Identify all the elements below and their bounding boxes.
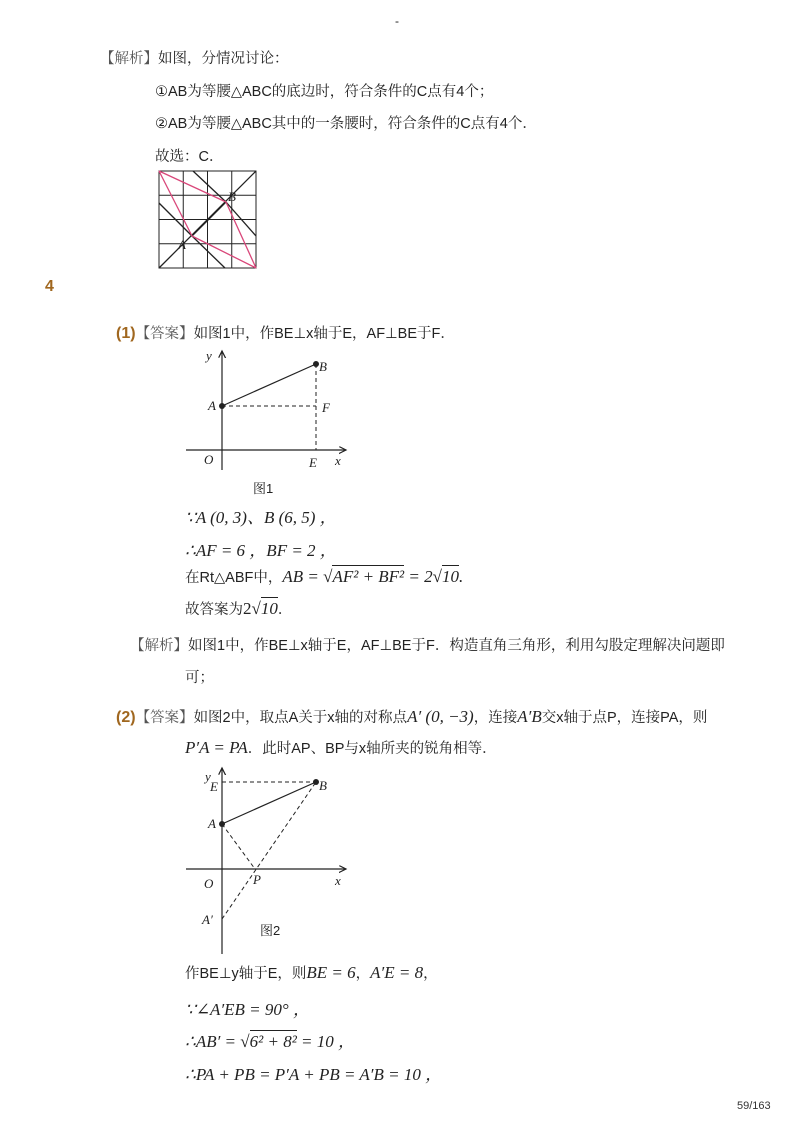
analysis-line — [100, 47, 289, 68]
part1-step-4-radicand: 10 — [260, 599, 278, 618]
part2-point-a-prime: A′ (0, −3) — [407, 707, 474, 726]
part2-text-a: 如图2中，取点A关于x轴的对称点 — [193, 710, 408, 726]
part2-step-3-rhs: = 10 ， — [296, 1032, 356, 1051]
part1-answer-tag: 【答案】 — [135, 326, 194, 342]
analysis-intro: 如图，分情况讨论： — [158, 51, 289, 67]
part1-step-2: ∴AF = 6 ，BF = 2 ， — [185, 541, 337, 560]
part1-step-4-value: 2 — [243, 599, 252, 618]
grid-label-a: A — [178, 237, 186, 252]
fig1-label-b: B — [319, 359, 327, 374]
figure-2 — [180, 762, 360, 957]
sqrt-sign: √ — [251, 599, 261, 618]
fig2-point-a — [219, 821, 225, 827]
part2-step-1-end: ， — [423, 966, 438, 982]
part1-analysis-text: 如图1中，作BE⊥x轴于E，AF⊥BE于F．构造直角三角形，利用勾股定理解决问题即 — [188, 638, 725, 654]
fig1-label-e: E — [309, 455, 317, 470]
part2-step-1 — [185, 962, 438, 983]
part1-number: (1) — [116, 325, 136, 342]
fig2-label-a-prime: A′ — [202, 912, 213, 927]
part2-answer-tag: 【答案】 — [135, 710, 194, 726]
part1-step-3-lhs: AB = — [282, 567, 324, 586]
part1-step-4 — [185, 598, 292, 619]
fig2-label-b: B — [319, 778, 327, 793]
fig2-label-e: E — [210, 779, 218, 794]
page-number: 59/163 — [737, 1100, 771, 1112]
case-2-text: ②AB为等腰△ABC其中的一条腰时，符合条件的C点有4个． — [155, 116, 537, 132]
part2-step-1-be: BE = 6 — [306, 963, 356, 982]
sqrt-sign: √ — [240, 1032, 250, 1051]
figure-1 — [180, 345, 360, 500]
fig2-label-p: P — [253, 872, 261, 887]
question-number: 4 — [45, 278, 54, 295]
fig2-caption: 图2 — [260, 923, 281, 938]
sqrt-sign: √ — [323, 567, 333, 586]
part2-step-3 — [185, 1027, 355, 1052]
part2-line-2 — [185, 737, 497, 758]
part2-step-3-lhs: ∴AB′ = — [185, 1032, 241, 1051]
part1-step-4-prefix: 故答案为 — [185, 602, 243, 618]
part2-step-1-text: 作BE⊥y轴于E，则 — [185, 966, 307, 982]
part1-answer-line — [116, 322, 455, 343]
part2-answer-line — [116, 706, 707, 727]
part1-analysis-tag: 【解析】 — [130, 638, 188, 654]
fig2-label-y: y — [205, 769, 211, 784]
sqrt-sign: √ — [432, 567, 442, 586]
fig2-label-a: A — [208, 816, 216, 831]
part2-step-2: ∵∠A′EB = 90° ， — [185, 1000, 310, 1019]
part2-text-b: ，连接 — [473, 710, 518, 726]
page-top-mark: - — [395, 14, 399, 28]
part1-step-4-end: ． — [277, 602, 293, 618]
fig2-label-x: x — [335, 873, 341, 888]
part1-answer-text: 如图1中，作BE⊥x轴于E，AF⊥BE于F． — [193, 326, 455, 342]
part1-step-3-end: . — [458, 567, 464, 586]
part1-analysis-continuation: 可； — [185, 670, 214, 686]
fig2-label-o: O — [204, 876, 214, 891]
part2-step-1-ae: A′E = 8 — [370, 963, 424, 982]
fig1-label-f: F — [322, 400, 330, 415]
fig1-label-o: O — [204, 452, 214, 467]
fig1-label-a: A — [208, 398, 216, 413]
part2-step-3-radicand: 6² + 8² — [249, 1032, 297, 1051]
part2-text-c: 交x轴于点P，连接PA，则 — [541, 710, 708, 726]
analysis-tag: 【解析】 — [100, 51, 158, 67]
part2-step-4: ∴PA + PB = P′A + PB = A′B = 10 ， — [185, 1065, 443, 1084]
part1-step-3-prefix: 在Rt△ABF中， — [185, 570, 283, 586]
part2-number: (2) — [116, 709, 136, 726]
fig1-label-y: y — [206, 348, 212, 363]
part1-step-3-radicand-2: 10 — [441, 567, 459, 586]
grid-figure — [158, 170, 260, 272]
choice-text: 故选：C． — [155, 149, 224, 165]
part1-step-3 — [185, 566, 463, 587]
case-1-text: ①AB为等腰△ABC的底边时，符合条件的C点有4个； — [155, 84, 494, 100]
part1-step-1: ∵A (0, 3)、B (6, 5) ， — [185, 508, 337, 527]
part2-step-1-sep: ， — [355, 966, 371, 982]
part2-line-2-text: ．此时AP、BP与x轴所夹的锐角相等． — [247, 741, 497, 757]
part1-step-3-radicand: AF² + BF² — [332, 567, 405, 586]
grid-label-b: B — [228, 189, 236, 204]
part2-segment-a-prime-b: A′B — [517, 707, 542, 726]
fig1-label-x: x — [335, 453, 341, 468]
part1-analysis-line — [130, 634, 725, 655]
point-a — [219, 403, 225, 409]
part1-step-3-rhs: = 2 — [404, 567, 433, 586]
part2-equation: P′A = PA — [185, 738, 248, 757]
fig1-caption: 图1 — [253, 481, 274, 496]
